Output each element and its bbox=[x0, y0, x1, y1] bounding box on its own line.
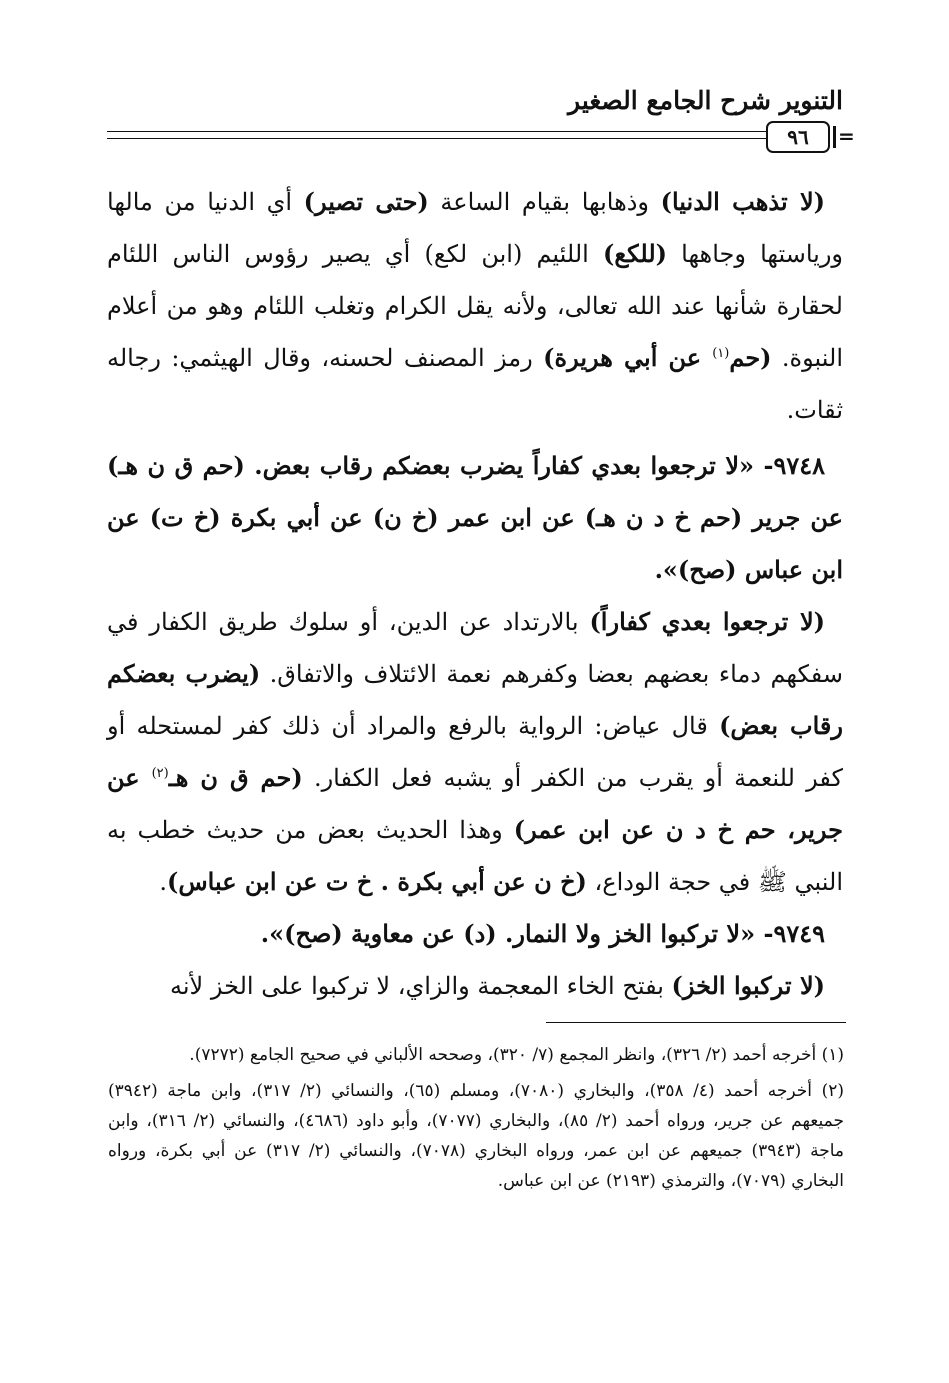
commentary-text: وذهابها بقيام الساعة bbox=[428, 188, 661, 216]
quoted-phrase: (لا تركبوا الخز) bbox=[671, 971, 825, 1000]
quoted-phrase: (للكع) bbox=[603, 239, 668, 268]
source-reference: (حم ق ن هـ bbox=[168, 763, 303, 792]
commentary-text: وهذا الحديث بعض من حديث خطب به النبي ﷺ في حجة الوداع، bbox=[107, 816, 843, 896]
footnote-2: (٢) أخرجه أحمد (٤/ ٣٥٨)، والبخاري (٧٠٨٠)، ومسلم (٦٥)، والنسائي (٢/ ٣١٧)، وابن ماجة (٣٩٤٢) جميعهم عن جرير، ورواه أحمد (٢/ ٨٥)، والبخاري (٧٠٧٧)، وأبو داود (٤٦٨٦)، والنسائي (٢/ ٣١٦)، وابن ماجة (٣٩٤٣) جميعهم عن ابن عمر، ورواه البخاري (٧٠٧٨)، والنسائي (٢/ ٣١٧) عن أبي بكرة، ورواه البخاري (٧٠٧٩)، والترمذي (٢١٩٣) عن ابن عباس. bbox=[108, 1081, 844, 1191]
commentary-text: اللئيم (ابن لكع) أي يصير رؤوس الناس اللئام لحقارة شأنها عند الله تعالى، ولأنه يقل الكرام وتغلب اللئام وهو من أعلام النبوة. bbox=[107, 240, 843, 372]
main-text bbox=[107, 176, 843, 1012]
quoted-phrase: (لا تذهب الدنيا) bbox=[660, 187, 826, 216]
commentary-paragraph-1 bbox=[107, 176, 843, 436]
commentary-text: . bbox=[159, 868, 168, 896]
hadith-text: ٩٧٤٨- «لا ترجعوا بعدي كفاراً يضرب بعضكم رقاب بعض. (حم ق ن هـ) عن جرير (حم خ د ن هـ) عن ابن عمر (خ ن) عن أبي بكرة (خ ت) عن ابن عباس (صح)». bbox=[107, 451, 843, 584]
header-ornament: = bbox=[838, 124, 855, 148]
footnote-ref-1[interactable]: (١) bbox=[712, 346, 730, 361]
page-number: ٩٦ bbox=[787, 125, 809, 149]
source-reference: (خ ن عن أبي بكرة . خ ت عن ابن عباس) bbox=[167, 867, 587, 896]
header-rule-bottom bbox=[107, 138, 767, 139]
commentary-text: قال عياض: الرواية بالرفع والمراد أن ذلك كفر لمستحله أو كفر للنعمة أو يقرب من الكفر أو يشبه فعل الكفار. bbox=[107, 712, 843, 792]
commentary-text: بالارتداد عن الدين، أو سلوك طريق الكفار في سفكهم دماء بعضهم بعضا وكفرهم نعمة الائتلاف والاتفاق. bbox=[107, 608, 843, 688]
commentary-paragraph-2 bbox=[107, 596, 843, 908]
hadith-9749 bbox=[107, 908, 843, 960]
footnotes bbox=[108, 1040, 844, 1202]
commentary-text: أي الدنيا من مالها ورياستها وجاهها bbox=[107, 188, 844, 268]
hadith-text: ٩٧٤٩- «لا تركبوا الخز ولا النمار. (د) عن معاوية (صح)». bbox=[260, 919, 825, 948]
quoted-phrase: (لا ترجعوا بعدي كفاراً) bbox=[589, 607, 825, 636]
footnote-ref-2[interactable]: (٢) bbox=[151, 766, 169, 781]
source-reference: عن أبي هريرة) bbox=[543, 343, 713, 372]
footnote-1: (١) أخرجه أحمد (٢/ ٣٢٦)، وانظر المجمع (٧/ ٣٢٠)، وصححه الألباني في صحيح الجامع (٧٢٧٢). bbox=[189, 1045, 844, 1065]
source-reference: (حم bbox=[729, 343, 772, 372]
commentary-text: بفتح الخاء المعجمة والزاي، لا تركبوا على الخز لأنه bbox=[169, 972, 672, 1000]
hadith-9748 bbox=[107, 440, 843, 596]
commentary-paragraph-3 bbox=[107, 960, 843, 1012]
page-number-box bbox=[766, 121, 830, 153]
header-rule-top bbox=[107, 131, 767, 132]
running-title: التنوير شرح الجامع الصغير bbox=[568, 86, 843, 115]
commentary-text: رمز المصنف لحسنه، وقال الهيثمي: رجاله ثقات. bbox=[107, 344, 843, 424]
quoted-phrase: (حتى تصير) bbox=[303, 187, 429, 216]
footnote-separator bbox=[546, 1022, 846, 1023]
source-reference: عن جرير، حم خ د ن عن ابن عمر) bbox=[107, 763, 843, 844]
quoted-phrase: (يضرب بعضكم رقاب بعض) bbox=[107, 659, 843, 740]
page-number-ornament bbox=[833, 126, 836, 148]
